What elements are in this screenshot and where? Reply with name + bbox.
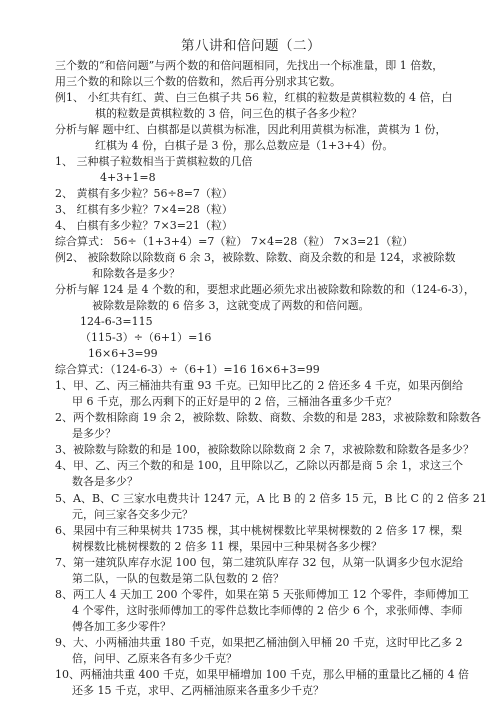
example1-step: 3、 红棋有多少粒？7×4=28（粒） <box>55 203 233 216</box>
example1-step: 4+3+1=8 <box>100 171 156 184</box>
exercise-line: 树棵数比桃树棵数的 2 倍多 11 棵，果园中三种果树各多少棵？ <box>72 540 382 553</box>
exercise-line: 6、果园中有三种果树共 1735 棵，其中桃树棵数比苹果树棵数的 2 倍多 17 棵，梨 <box>55 524 462 537</box>
example1-step: 2、 黄棋有多少粒？56÷8=7（粒） <box>55 187 233 200</box>
example2-analysis: 被除数是除数的 6 倍多 3，这就变成了两数的和倍问题。 <box>92 299 370 312</box>
example1-question: 例1、 小红共有红、黄、白三色棋子共 56 粒，红棋的粒数是黄棋粒数的 4 倍，白 <box>55 91 453 104</box>
example2-step: 16×6+3=99 <box>88 347 158 360</box>
example2-step: （115-3）÷（6+1）=16 <box>80 331 212 344</box>
exercise-line: 是多少？ <box>72 427 116 440</box>
exercise-line: 1、甲、乙、丙三桶油共有重 93 千克。已知甲比乙的 2 倍还多 4 千克，如果丙倒给 <box>55 379 463 392</box>
example1-question: 棋的粒数是黄棋粒数的 3 倍，问三色的棋子各多少粒？ <box>95 107 362 120</box>
exercise-line: 倍，问甲、乙原来各有多少千克？ <box>72 652 237 665</box>
example1-step: 4、 白棋有多少粒？7×3=21（粒） <box>55 219 233 232</box>
exercise-line: 5、A、B、C 三家水电费共计 1247 元，A 比 B 的 2 倍多 15 元，B 比 C 的 2 倍多 21 <box>55 492 487 505</box>
exercise-line: 2、两个数相除商 19 余 2，被除数、除数、商数、余数的和是 283，求被除数和除数各 <box>55 411 481 424</box>
exercise-line: 甲 6 千克，那么丙剩下的正好是甲的 2 倍，三桶油各重多少千克？ <box>72 395 397 408</box>
example1-step: 1、 三种棋子粒数相当于黄棋粒数的几倍 <box>55 155 253 168</box>
intro-line: 用三个数的和除以三个数的倍数和，然后再分别求其它数。 <box>55 75 341 88</box>
example2-question: 例2、 被除数除以除数商 6 余 3，被除数、除数、商及余数的和是 124，求被除数 <box>55 251 456 264</box>
page-title: 第八讲和倍问题（二） <box>181 38 321 54</box>
exercise-line: 第二队，一队的包数是第二队包数的 2 倍？ <box>72 572 284 585</box>
example2-question: 和除数各是多少？ <box>92 267 180 280</box>
example1-formula: 综合算式： 56÷（1+3+4）=7（粒） 7×4=28（粒） 7×3=21（粒） <box>55 235 414 248</box>
exercise-line: 还多 15 千克，求甲、乙两桶油原来各重多少千克？ <box>72 684 324 697</box>
exercise-line: 8、两工人 4 天加工 200 个零件，如果在第 5 天张师傅加工 12 个零件，李师傅加工 <box>55 588 469 601</box>
exercise-line: 4 个零件，这时张师傅加工的零件总数比李师傅的 2 倍少 6 个，求张师傅、李师 <box>72 604 463 617</box>
example2-analysis: 分析与解 124 是 4 个数的和，要想求此题必须先求出被除数和除数的和（124-6-3）， <box>55 283 475 296</box>
example1-analysis: 红棋为 4 份，白棋子是 3 份，那么总数应是（1+3+4）份。 <box>95 139 394 152</box>
exercise-line: 3、被除数与除数的和是 100，被除数除以除数商 2 余 7，求被除数和除数各是多少？ <box>55 443 474 456</box>
example2-formula: 综合算式：（124-6-3）÷（6+1）=16 16×6+3=99 <box>55 363 320 376</box>
example2-step: 124-6-3=115 <box>80 315 153 328</box>
exercise-line: 9、大、小两桶油共重 180 千克，如果把乙桶油倒入甲桶 20 千克，这时甲比乙多 2 <box>55 636 463 649</box>
exercise-line: 4、甲、乙、丙三个数的和是 100，且甲除以乙，乙除以丙都是商 5 余 1，求这三个 <box>55 459 463 472</box>
exercise-line: 傅各加工多少零件？ <box>72 620 171 633</box>
exercise-line: 元，问三家各交多少元？ <box>72 508 193 521</box>
exercise-line: 7、第一建筑队库存水泥 100 包，第二建筑队库存 32 包，从第一队调多少包水泥给 <box>55 556 463 569</box>
intro-line: 三个数的“和倍问题”与两个数的和倍问题相同，先找出一个标准量，即 1 倍数， <box>55 59 444 72</box>
example1-analysis: 分析与解 题中红、白棋都是以黄棋为标准，因此利用黄棋为标准，黄棋为 1 份， <box>55 123 447 136</box>
exercise-line: 10、两桶油共重 400 千克，如果甲桶增加 100 千克，那么甲桶的重量比乙桶的 4 倍 <box>55 668 469 681</box>
exercise-line: 数各是多少？ <box>72 475 138 488</box>
